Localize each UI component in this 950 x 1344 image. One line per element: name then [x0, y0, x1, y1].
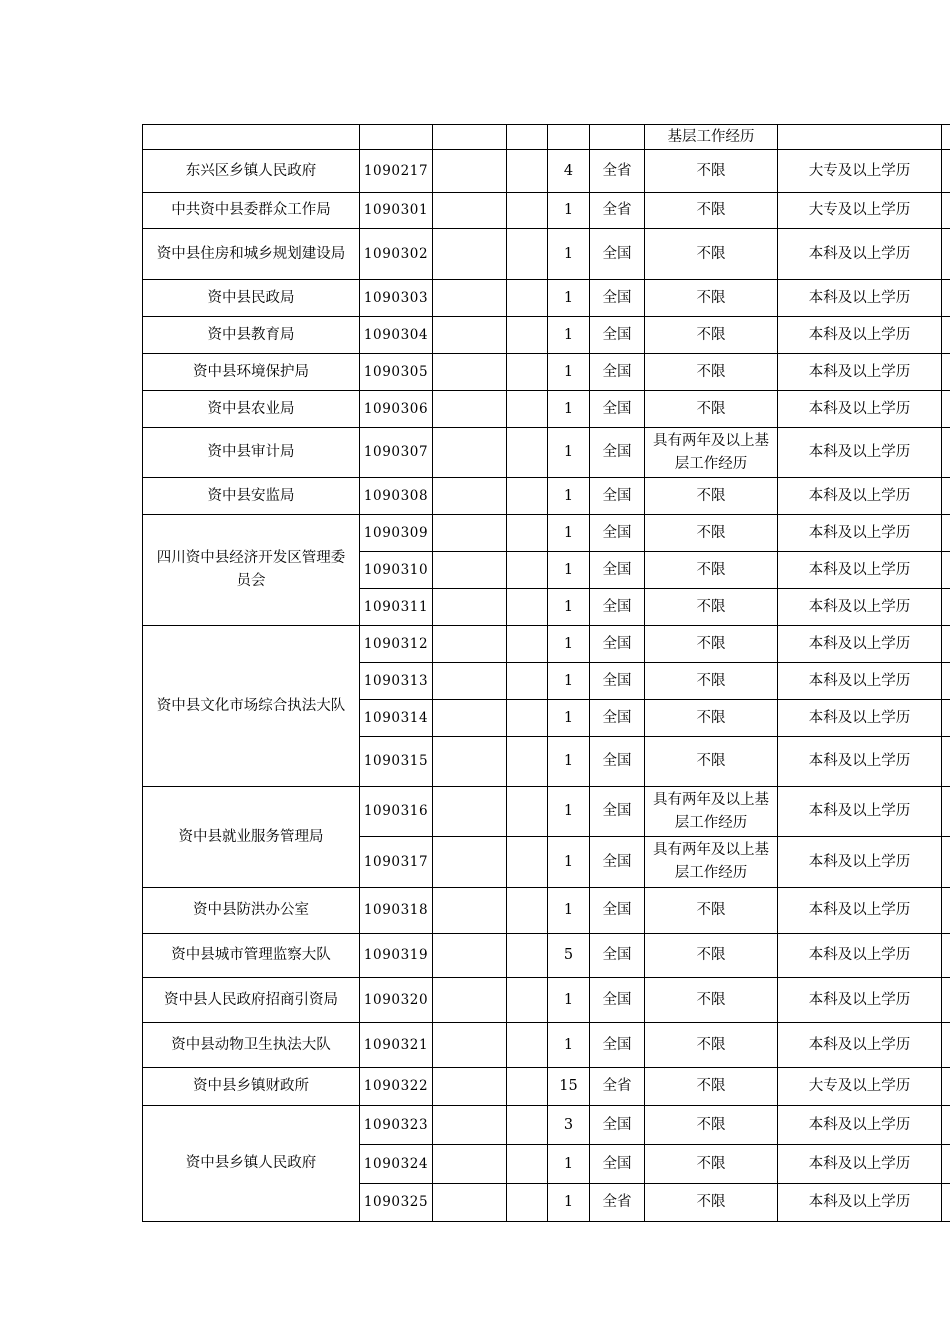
unit-cell: 资中县城市管理监察大队 — [143, 934, 360, 978]
education-cell: 本科及以上学历 — [778, 552, 942, 589]
table-row — [143, 934, 950, 978]
experience-cell: 不限 — [645, 150, 778, 193]
headcount-cell: 1 — [548, 428, 590, 478]
education-cell: 本科及以上学历 — [778, 280, 942, 317]
education-cell: 本科及以上学历 — [778, 737, 942, 787]
scope-cell: 全省 — [590, 1068, 645, 1106]
empty-cell — [433, 978, 507, 1023]
unit-cell: 东兴区乡镇人民政府 — [143, 150, 360, 193]
table-row — [143, 478, 950, 515]
cut-off-cell — [942, 1106, 950, 1145]
unit-cell: 资中县环境保护局 — [143, 354, 360, 391]
headcount-cell: 1 — [548, 280, 590, 317]
headcount-cell: 1 — [548, 626, 590, 663]
position-code-cell: 1090321 — [360, 1023, 433, 1068]
scope-cell: 全国 — [590, 837, 645, 888]
education-cell: 本科及以上学历 — [778, 428, 942, 478]
headcount-cell: 15 — [548, 1068, 590, 1106]
headcount-cell: 1 — [548, 478, 590, 515]
unit-cell: 四川资中县经济开发区管理委员会 — [143, 515, 360, 626]
headcount-cell: 1 — [548, 229, 590, 280]
headcount-cell: 1 — [548, 354, 590, 391]
position-code-cell: 1090325 — [360, 1184, 433, 1222]
headcount-cell: 4 — [548, 150, 590, 193]
empty-cell — [433, 1068, 507, 1106]
position-code-cell: 1090322 — [360, 1068, 433, 1106]
experience-cell: 不限 — [645, 515, 778, 552]
scope-cell: 全国 — [590, 428, 645, 478]
cut-off-cell — [942, 589, 950, 626]
cut-off-cell — [942, 663, 950, 700]
scope-cell: 全国 — [590, 317, 645, 354]
education-cell: 本科及以上学历 — [778, 787, 942, 837]
position-code-cell: 1090320 — [360, 978, 433, 1023]
position-code-cell: 1090307 — [360, 428, 433, 478]
education-cell: 本科及以上学历 — [778, 229, 942, 280]
empty-cell — [507, 193, 548, 229]
headcount-cell: 5 — [548, 934, 590, 978]
education-cell: 大专及以上学历 — [778, 193, 942, 229]
scope-cell: 全国 — [590, 552, 645, 589]
position-code-cell: 1090310 — [360, 552, 433, 589]
empty-cell — [507, 125, 548, 150]
scope-cell: 全国 — [590, 1145, 645, 1184]
experience-cell: 不限 — [645, 1184, 778, 1222]
experience-cell: 不限 — [645, 888, 778, 934]
scope-cell: 全国 — [590, 354, 645, 391]
scope-cell: 全国 — [590, 515, 645, 552]
headcount-cell: 1 — [548, 837, 590, 888]
empty-cell — [507, 589, 548, 626]
table-row — [143, 428, 950, 478]
empty-cell — [507, 391, 548, 428]
position-code-cell: 1090303 — [360, 280, 433, 317]
experience-cell: 不限 — [645, 280, 778, 317]
cut-off-cell — [942, 837, 950, 888]
experience-cell: 不限 — [645, 737, 778, 787]
empty-cell — [507, 700, 548, 737]
position-code-cell: 1090311 — [360, 589, 433, 626]
scope-cell: 全省 — [590, 193, 645, 229]
empty-cell — [433, 150, 507, 193]
empty-cell — [507, 1145, 548, 1184]
scope-cell: 全国 — [590, 478, 645, 515]
experience-cell: 具有两年及以上基层工作经历 — [645, 787, 778, 837]
table-row — [143, 125, 950, 150]
experience-cell: 不限 — [645, 934, 778, 978]
table-row — [143, 515, 950, 552]
education-cell: 大专及以上学历 — [778, 150, 942, 193]
position-code-cell: 1090324 — [360, 1145, 433, 1184]
position-code-cell: 1090316 — [360, 787, 433, 837]
cut-off-cell — [942, 700, 950, 737]
experience-cell: 不限 — [645, 552, 778, 589]
scope-cell: 全国 — [590, 280, 645, 317]
table-row — [143, 193, 950, 229]
empty-cell — [433, 229, 507, 280]
unit-cell: 资中县农业局 — [143, 391, 360, 428]
scope-cell: 全国 — [590, 391, 645, 428]
empty-cell — [433, 1023, 507, 1068]
empty-cell — [433, 888, 507, 934]
experience-cell: 不限 — [645, 391, 778, 428]
education-cell: 本科及以上学历 — [778, 978, 942, 1023]
empty-cell — [507, 978, 548, 1023]
empty-cell — [507, 1068, 548, 1106]
position-code-cell: 1090323 — [360, 1106, 433, 1145]
unit-cell: 资中县审计局 — [143, 428, 360, 478]
position-code-cell: 1090304 — [360, 317, 433, 354]
table-row — [143, 978, 950, 1023]
experience-cell: 不限 — [645, 1023, 778, 1068]
unit-cell: 资中县住房和城乡规划建设局 — [143, 229, 360, 280]
cut-off-cell — [942, 1023, 950, 1068]
scope-cell: 全国 — [590, 737, 645, 787]
unit-cell: 资中县民政局 — [143, 280, 360, 317]
experience-cell: 不限 — [645, 317, 778, 354]
position-code-cell — [360, 125, 433, 150]
empty-cell — [433, 589, 507, 626]
table-row — [143, 1023, 950, 1068]
empty-cell — [507, 837, 548, 888]
education-cell: 本科及以上学历 — [778, 837, 942, 888]
unit-cell: 资中县教育局 — [143, 317, 360, 354]
cut-off-cell — [942, 150, 950, 193]
cut-off-cell — [942, 428, 950, 478]
empty-cell — [433, 1106, 507, 1145]
scope-cell: 全国 — [590, 1106, 645, 1145]
education-cell: 本科及以上学历 — [778, 515, 942, 552]
empty-cell — [507, 229, 548, 280]
headcount-cell: 1 — [548, 1023, 590, 1068]
position-code-cell: 1090317 — [360, 837, 433, 888]
scope-cell: 全国 — [590, 934, 645, 978]
empty-cell — [433, 515, 507, 552]
scope-cell: 全国 — [590, 663, 645, 700]
unit-cell: 中共资中县委群众工作局 — [143, 193, 360, 229]
empty-cell — [507, 317, 548, 354]
position-code-cell: 1090301 — [360, 193, 433, 229]
scope-cell: 全国 — [590, 589, 645, 626]
education-cell: 本科及以上学历 — [778, 391, 942, 428]
headcount-cell: 1 — [548, 1184, 590, 1222]
scope-cell: 全国 — [590, 1023, 645, 1068]
position-code-cell: 1090308 — [360, 478, 433, 515]
empty-cell — [433, 478, 507, 515]
empty-cell — [433, 552, 507, 589]
empty-cell — [433, 837, 507, 888]
table-row — [143, 1106, 950, 1145]
unit-cell: 资中县文化市场综合执法大队 — [143, 626, 360, 787]
position-code-cell: 1090314 — [360, 700, 433, 737]
cut-off-cell — [942, 125, 950, 150]
table-row — [143, 317, 950, 354]
empty-cell — [507, 280, 548, 317]
experience-cell: 不限 — [645, 1068, 778, 1106]
experience-cell: 不限 — [645, 978, 778, 1023]
position-code-cell: 1090217 — [360, 150, 433, 193]
unit-cell: 资中县就业服务管理局 — [143, 787, 360, 888]
empty-cell — [433, 280, 507, 317]
cut-off-cell — [942, 787, 950, 837]
unit-cell: 资中县安监局 — [143, 478, 360, 515]
headcount-cell: 1 — [548, 663, 590, 700]
experience-cell: 不限 — [645, 626, 778, 663]
cut-off-cell — [942, 552, 950, 589]
empty-cell — [433, 626, 507, 663]
scope-cell: 全省 — [590, 150, 645, 193]
cut-off-cell — [942, 1184, 950, 1222]
headcount-cell: 3 — [548, 1106, 590, 1145]
experience-cell: 不限 — [645, 1145, 778, 1184]
experience-cell: 不限 — [645, 354, 778, 391]
experience-cell: 不限 — [645, 589, 778, 626]
position-code-cell: 1090313 — [360, 663, 433, 700]
unit-cell: 资中县动物卫生执法大队 — [143, 1023, 360, 1068]
table-row — [143, 888, 950, 934]
headcount-cell: 1 — [548, 391, 590, 428]
experience-cell: 基层工作经历 — [645, 125, 778, 150]
education-cell: 本科及以上学历 — [778, 700, 942, 737]
empty-cell — [507, 737, 548, 787]
empty-cell — [433, 391, 507, 428]
headcount-cell: 1 — [548, 978, 590, 1023]
scope-cell: 全国 — [590, 229, 645, 280]
position-code-cell: 1090305 — [360, 354, 433, 391]
unit-cell: 资中县人民政府招商引资局 — [143, 978, 360, 1023]
position-code-cell: 1090302 — [360, 229, 433, 280]
empty-cell — [507, 1184, 548, 1222]
headcount-cell — [548, 125, 590, 150]
table-row — [143, 229, 950, 280]
empty-cell — [433, 737, 507, 787]
education-cell: 本科及以上学历 — [778, 1023, 942, 1068]
education-cell: 本科及以上学历 — [778, 1106, 942, 1145]
scope-cell: 全国 — [590, 700, 645, 737]
cut-off-cell — [942, 391, 950, 428]
recruitment-table — [142, 124, 950, 1222]
position-code-cell: 1090309 — [360, 515, 433, 552]
table-row — [143, 391, 950, 428]
education-cell: 本科及以上学历 — [778, 1145, 942, 1184]
headcount-cell: 1 — [548, 589, 590, 626]
cut-off-cell — [942, 737, 950, 787]
headcount-cell: 1 — [548, 737, 590, 787]
empty-cell — [507, 1106, 548, 1145]
empty-cell — [433, 317, 507, 354]
table-row — [143, 280, 950, 317]
scope-cell: 全国 — [590, 787, 645, 837]
position-code-cell: 1090318 — [360, 888, 433, 934]
scope-cell: 全国 — [590, 978, 645, 1023]
empty-cell — [433, 700, 507, 737]
scope-cell: 全国 — [590, 626, 645, 663]
table-row — [143, 1068, 950, 1106]
headcount-cell: 1 — [548, 700, 590, 737]
unit-cell: 资中县乡镇财政所 — [143, 1068, 360, 1106]
empty-cell — [507, 1023, 548, 1068]
headcount-cell: 1 — [548, 317, 590, 354]
headcount-cell: 1 — [548, 552, 590, 589]
education-cell: 本科及以上学历 — [778, 478, 942, 515]
headcount-cell: 1 — [548, 888, 590, 934]
scope-cell: 全省 — [590, 1184, 645, 1222]
empty-cell — [507, 515, 548, 552]
empty-cell — [433, 428, 507, 478]
education-cell: 本科及以上学历 — [778, 626, 942, 663]
empty-cell — [507, 663, 548, 700]
education-cell: 本科及以上学历 — [778, 888, 942, 934]
education-cell: 本科及以上学历 — [778, 934, 942, 978]
headcount-cell: 1 — [548, 787, 590, 837]
cut-off-cell — [942, 193, 950, 229]
empty-cell — [507, 934, 548, 978]
empty-cell — [433, 193, 507, 229]
position-code-cell: 1090306 — [360, 391, 433, 428]
empty-cell — [433, 354, 507, 391]
position-code-cell: 1090319 — [360, 934, 433, 978]
table-row — [143, 354, 950, 391]
education-cell: 本科及以上学历 — [778, 663, 942, 700]
position-code-cell: 1090315 — [360, 737, 433, 787]
experience-cell: 不限 — [645, 700, 778, 737]
headcount-cell: 1 — [548, 1145, 590, 1184]
experience-cell: 不限 — [645, 663, 778, 700]
cut-off-cell — [942, 888, 950, 934]
position-code-cell: 1090312 — [360, 626, 433, 663]
education-cell — [778, 125, 942, 150]
table-row — [143, 150, 950, 193]
experience-cell: 具有两年及以上基层工作经历 — [645, 428, 778, 478]
empty-cell — [507, 354, 548, 391]
cut-off-cell — [942, 934, 950, 978]
headcount-cell: 1 — [548, 193, 590, 229]
experience-cell: 不限 — [645, 1106, 778, 1145]
scope-cell: 全国 — [590, 888, 645, 934]
unit-cell: 资中县乡镇人民政府 — [143, 1106, 360, 1222]
table-row — [143, 787, 950, 837]
empty-cell — [433, 663, 507, 700]
experience-cell: 不限 — [645, 193, 778, 229]
empty-cell — [433, 934, 507, 978]
table-row — [143, 626, 950, 663]
empty-cell — [507, 888, 548, 934]
scope-cell — [590, 125, 645, 150]
unit-cell — [143, 125, 360, 150]
cut-off-cell — [942, 354, 950, 391]
cut-off-cell — [942, 1145, 950, 1184]
experience-cell: 不限 — [645, 229, 778, 280]
cut-off-cell — [942, 515, 950, 552]
education-cell: 本科及以上学历 — [778, 317, 942, 354]
empty-cell — [507, 626, 548, 663]
education-cell: 本科及以上学历 — [778, 1184, 942, 1222]
empty-cell — [507, 552, 548, 589]
unit-cell: 资中县防洪办公室 — [143, 888, 360, 934]
cut-off-cell — [942, 1068, 950, 1106]
empty-cell — [507, 428, 548, 478]
headcount-cell: 1 — [548, 515, 590, 552]
education-cell: 本科及以上学历 — [778, 589, 942, 626]
cut-off-cell — [942, 978, 950, 1023]
cut-off-cell — [942, 317, 950, 354]
education-cell: 大专及以上学历 — [778, 1068, 942, 1106]
cut-off-cell — [942, 626, 950, 663]
empty-cell — [433, 1145, 507, 1184]
empty-cell — [507, 478, 548, 515]
empty-cell — [433, 1184, 507, 1222]
empty-cell — [433, 125, 507, 150]
empty-cell — [433, 787, 507, 837]
cut-off-cell — [942, 229, 950, 280]
empty-cell — [507, 787, 548, 837]
empty-cell — [507, 150, 548, 193]
cut-off-cell — [942, 478, 950, 515]
table-body — [143, 125, 950, 1222]
experience-cell: 不限 — [645, 478, 778, 515]
experience-cell: 具有两年及以上基层工作经历 — [645, 837, 778, 888]
education-cell: 本科及以上学历 — [778, 354, 942, 391]
cut-off-cell — [942, 280, 950, 317]
